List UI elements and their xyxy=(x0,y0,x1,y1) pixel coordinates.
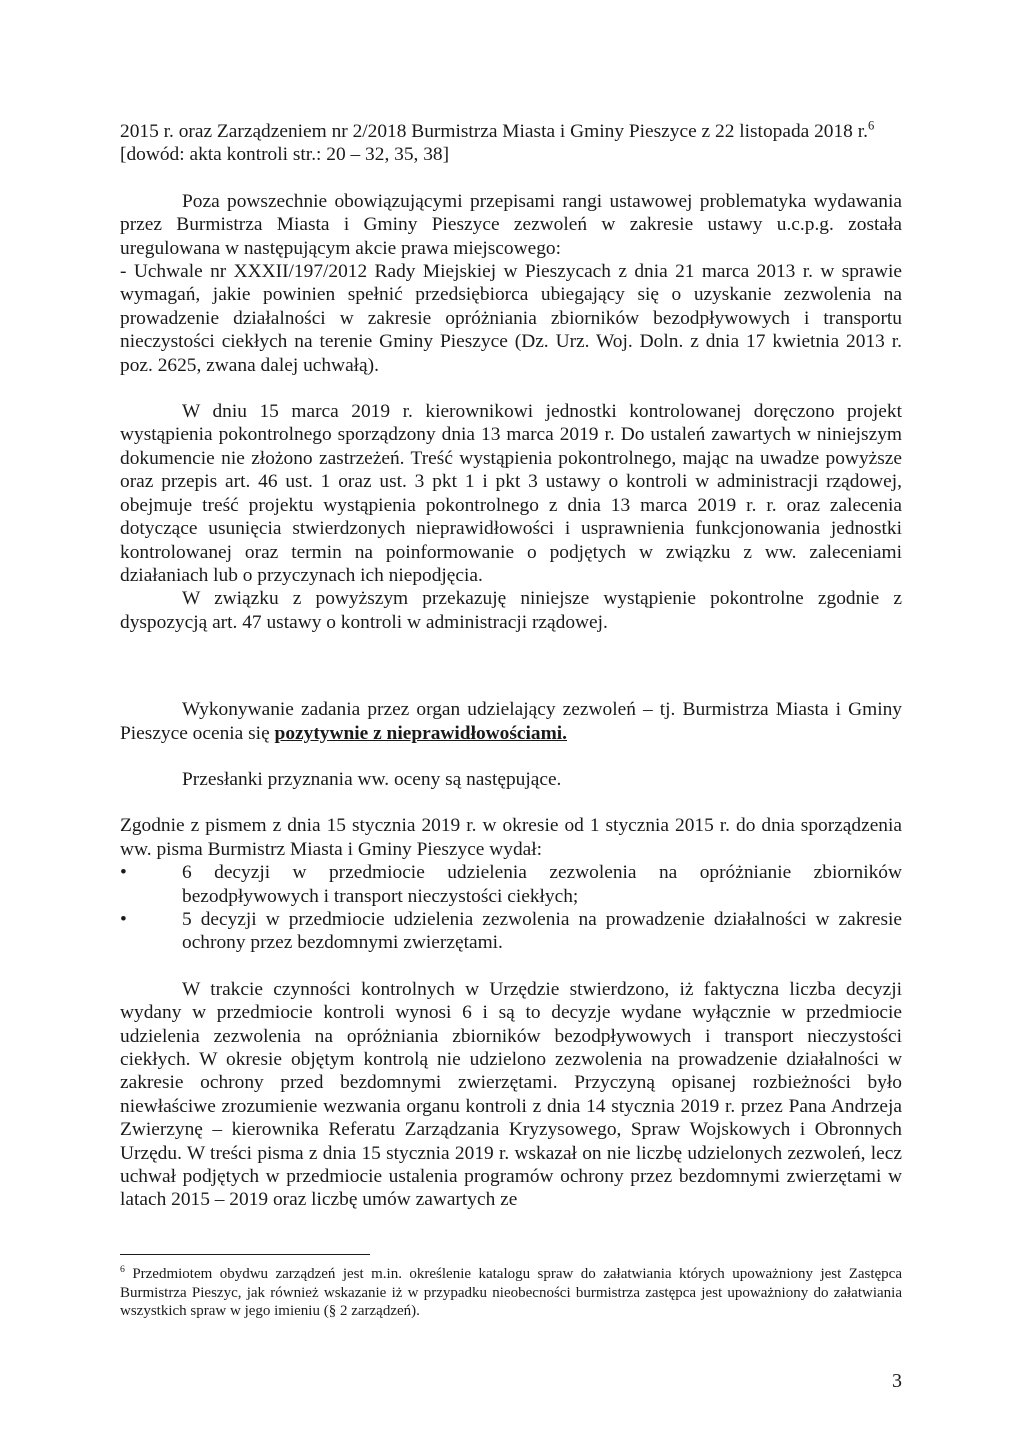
paragraph-findings: W trakcie czynności kontrolnych w Urzędzie stwierdzono, iż faktyczna liczba decyzji wydany w przedmiocie kontroli wynosi 6 i są to decyzje wydane wyłącznie w przedmiocie udzielenia zezwolenia na opróżniania zbiorników bezodpływowych i transport nieczystości ciekłych. W okresie objętym kontrolą nie udzielono zezwolenia na prowadzenie działalności w zakresie ochrony przed bezdomnymi zwierzętami. Przyczyną opisanej rozbieżności było niewłaściwe zrozumienie wezwania organu kontroli z dnia 14 stycznia 2019 r. przez Pana Andrzeja Zwierzynę – kierownika Referatu Zarządzania Kryzysowego, Spraw Wojskowych i Obronnych Urzędu. W treści pisma z dnia 15 stycznia 2019 r. wskazał on nie liczbę udzielonych zezwoleń, lecz uchwał podjętych w przedmiocie ustalenia programów ochrony przez bezdomnymi zwierzętami w latach 2015 – 2019 oraz liczbę umów zawartych ze xyxy=(120,978,902,1211)
list-item xyxy=(120,861,902,908)
list-item-text: 6 decyzji w przedmiocie udzielenia zezwolenia na opróżnianie zbiorników bezodpływowych i transport nieczystości ciekłych; xyxy=(182,862,902,907)
document-body xyxy=(120,120,902,1212)
footnote-divider xyxy=(120,1254,370,1255)
list-item-text: 5 decyzji w przedmiocie udzielenia zezwolenia na prowadzenie działalności w zakresie ochrony przez bezdomnymi zwierzętami. xyxy=(182,908,902,954)
paragraph-legal-basis: Poza powszechnie obowiązującymi przepisami rangi ustawowej problematyka wydawania przez Burmistrza Miasta i Gminy Pieszyce zezwoleń w zakresie ustawy u.c.p.g. została uregulowana w następującym akcie prawa miejscowego: xyxy=(120,190,902,259)
paragraph-assessment: Wykonywanie zadania przez organ udzielający zezwoleń – tj. Burmistrza Miasta i Gminy Pieszyce ocenia się pozytywnie z nieprawidłowościami. xyxy=(120,699,902,744)
evidence-note: [dowód: akta kontroli str.: 20 – 32, 35, 38] xyxy=(120,144,450,166)
paragraph-grounds: Przesłanki przyznania ww. oceny są następujące. xyxy=(182,768,562,790)
resolution-item: - Uchwale nr XXXII/197/2012 Rady Miejskiej w Pieszycach z dnia 21 marca 2013 r. w sprawie wymagań, jakie powinien spełnić przedsiębiorca ubiegający się o uzyskanie zezwolenia na prowadzenie działalności w zakresie opróżniania zbiorników bezodpływowych i transportu nieczystości ciekłych na terenie Gminy Pieszyce (Dz. Urz. Woj. Doln. z dnia 17 kwietnia 2013 r. poz. 2625, zwana dalej uchwałą). xyxy=(120,261,902,376)
paragraph-draft-delivery: W dniu 15 marca 2019 r. kierownikowi jednostki kontrolowanej doręczono projekt wystąpienia pokontrolnego sporządzony dnia 13 marca 2019 r. Do ustaleń zawartych w niniejszym dokumencie nie złożono zastrzeżeń. Treść wystąpienia pokontrolnego, mając na uwadze powyższe oraz przepis art. 46 ust. 1 oraz ust. 3 pkt 1 i pkt 3 ustawy o kontroli w administracji rządowej, obejmuje treść projektu wystąpienia pokontrolnego z dnia 13 marca 2019 r. r. oraz zalecenia dotyczące usunięcia stwierdzonych nieprawidłowości i usprawnienia funkcjonowania jednostki kontrolowanej oraz termin na poinformowanie o podjętych w związku z ww. zaleceniami działaniach lub o przyczynach ich niepodjęcia. xyxy=(120,401,902,586)
page-number: 3 xyxy=(892,1370,902,1392)
assessment-result: pozytywnie z nieprawidłowościami. xyxy=(274,722,567,744)
bullet-mark: • xyxy=(120,862,127,884)
bullet-mark: • xyxy=(120,908,127,930)
footnotes xyxy=(120,1265,902,1321)
footnote-ref: 6 xyxy=(867,118,875,133)
paragraph-transmission: W związku z powyższym przekazuję niniejsze wystąpienie pokontrolne zgodnie z dyspozycją art. 47 ustawy o kontroli w administracji rządowej. xyxy=(120,588,902,633)
paragraph-regulations: 2015 r. oraz Zarządzeniem nr 2/2018 Burmistrza Miasta i Gminy Pieszyce z 22 listopada 2018 r.$^6$ [dowód: akta kontroli str.: 20 – 32, 35, 38] xyxy=(120,118,875,166)
footnote-number: 6 xyxy=(120,1264,125,1275)
footnote xyxy=(120,1265,902,1321)
list-item xyxy=(120,908,902,955)
paragraph-decisions-issued: Zgodnie z pismem z dnia 15 stycznia 2019 r. w okresie od 1 stycznia 2015 r. do dnia sporządzenia ww. pisma Burmistrz Miasta i Gminy Pieszyce wydał: xyxy=(120,815,902,860)
footnote-text: Przedmiotem obydwu zarządzeń jest m.in. określenie katalogu spraw do załatwiania których upoważniony jest Zastępca Burmistrza Pieszyc, jak również wskazanie iż w przypadku nieobecności burmistrza zastępca jest upoważniony do załatwiania wszystkich spraw w jego imieniu (§ 2 zarządzeń). xyxy=(120,1266,903,1319)
